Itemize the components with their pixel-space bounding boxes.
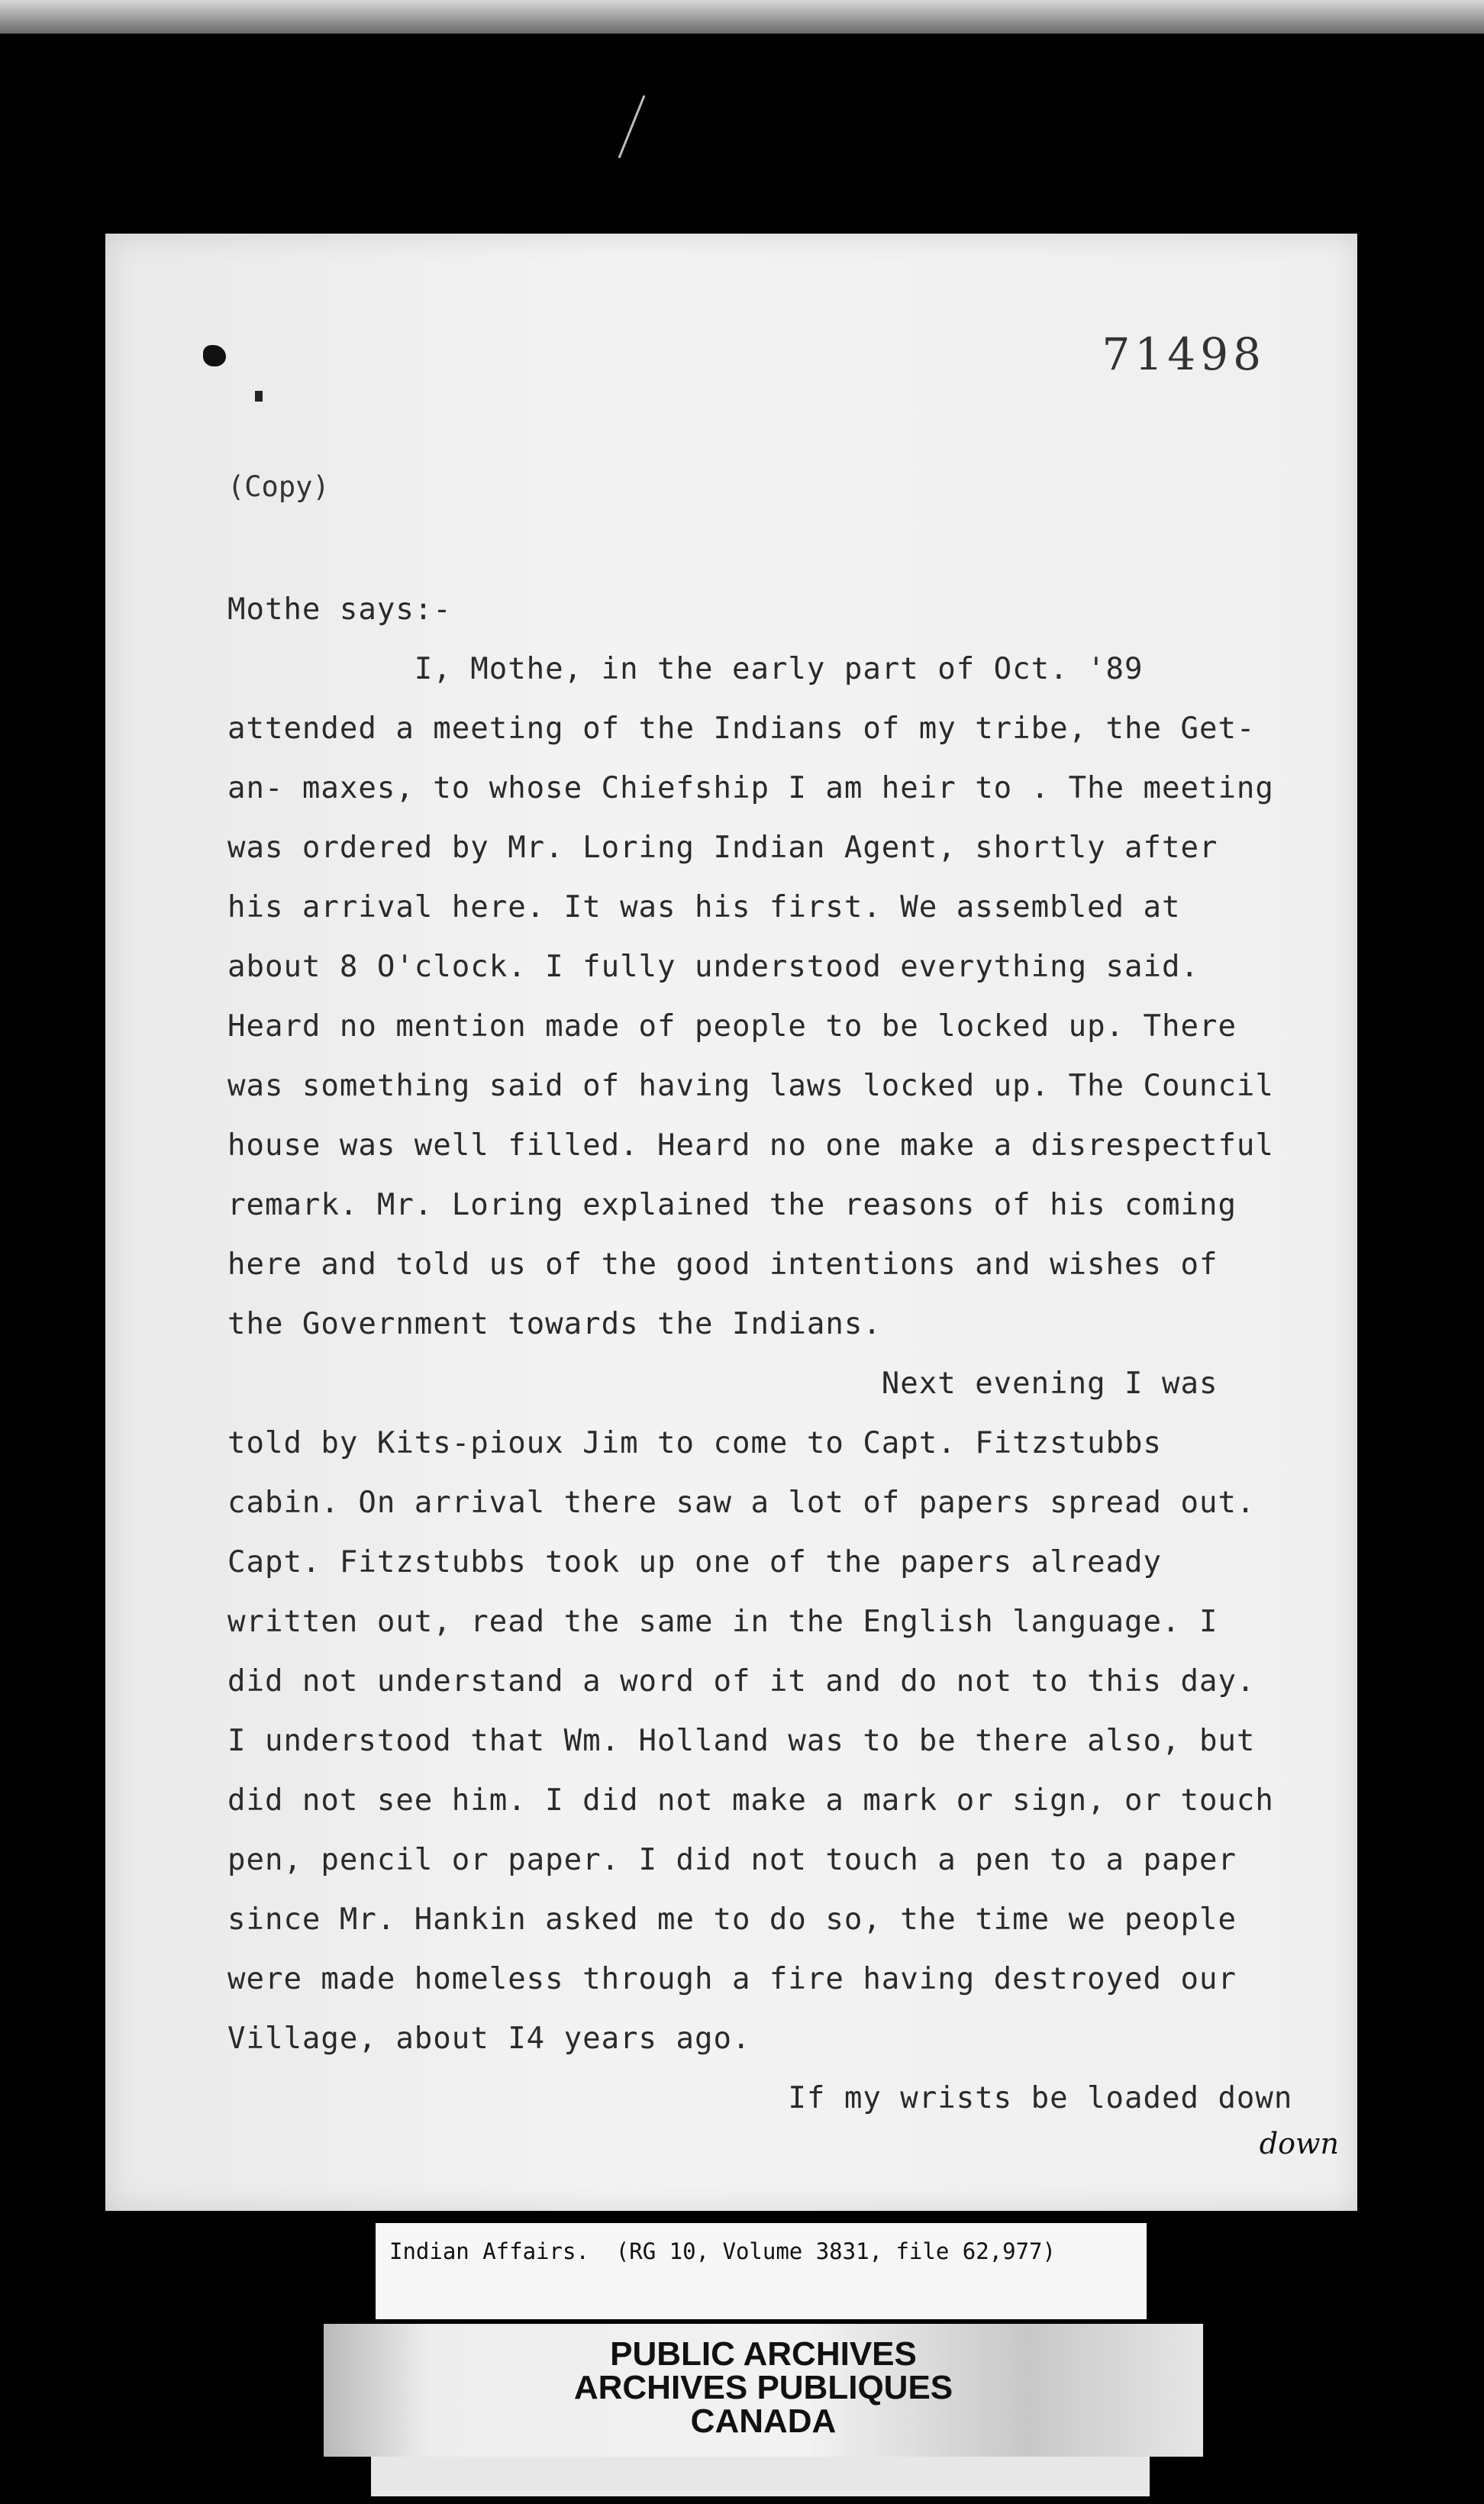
text-line: Next evening I was	[227, 1367, 1218, 1401]
ink-speck	[255, 391, 263, 402]
handwritten-catchword: down	[1259, 2127, 1339, 2160]
text-line: attended a meeting of the Indians of my tribe, the Get-	[227, 712, 1256, 746]
text-line: was something said of having laws locked up. The Council	[227, 1069, 1274, 1103]
text-line: remark. Mr. Loring explained the reasons of his coming	[227, 1188, 1237, 1222]
text-line: If my wrists be loaded down	[227, 2081, 1293, 2115]
stamp-line-3: CANADA	[690, 2402, 837, 2440]
text-line: about 8 O'clock. I fully understood everything said.	[227, 950, 1199, 984]
archive-reference-label	[376, 2223, 1147, 2319]
text-line: here and told us of the good intentions and wishes of	[227, 1247, 1218, 1282]
text-line: were made homeless through a fire having destroyed our	[227, 1962, 1237, 1996]
text-line: I understood that Wm. Holland was to be there also, but	[227, 1724, 1256, 1758]
document-page	[105, 234, 1357, 2211]
statement-body	[227, 580, 1342, 2128]
archives-stamp-text	[324, 2335, 1203, 2440]
text-line: told by Kits-pioux Jim to come to Capt. Fitzstubbs	[227, 1426, 1162, 1460]
text-line: since Mr. Hankin asked me to do so, the time we people	[227, 1902, 1237, 1937]
document-number: 71498	[1102, 328, 1266, 380]
text-line: written out, read the same in the English language. I	[227, 1605, 1218, 1639]
text-line: an- maxes, to whose Chiefship I am heir to . The meeting	[227, 771, 1274, 805]
text-line: house was well filled. Heard no one make a disrespectful	[227, 1128, 1274, 1163]
text-line: Village, about I4 years ago.	[227, 2022, 751, 2056]
text-line: was ordered by Mr. Loring Indian Agent, shortly after	[227, 831, 1218, 865]
text-line: did not understand a word of it and do not to this day.	[227, 1664, 1256, 1699]
copy-note: (Copy)	[227, 470, 330, 503]
ink-blot	[203, 345, 226, 366]
stamp-line-2: ARCHIVES PUBLIQUES	[573, 2369, 953, 2406]
text-line: cabin. On arrival there saw a lot of papers spread out.	[227, 1486, 1256, 1520]
archive-reference-text: Indian Affairs. (RG 10, Volume 3831, file 62,977)	[389, 2238, 1056, 2264]
text-line: his arrival here. It was his first. We assembled at	[227, 890, 1181, 924]
text-line: Capt. Fitzstubbs took up one of the papers already	[227, 1545, 1162, 1580]
text-line: pen, pencil or paper. I did not touch a pen to a paper	[227, 1843, 1237, 1877]
archives-stamp	[324, 2324, 1203, 2457]
text-line: Mothe says:-	[227, 592, 452, 627]
stamp-lower-strip	[371, 2457, 1150, 2496]
stamp-line-1: PUBLIC ARCHIVES	[610, 2335, 917, 2373]
text-line: the Government towards the Indians.	[227, 1307, 882, 1341]
text-line: Heard no mention made of people to be locked up. There	[227, 1009, 1237, 1044]
film-scratch	[618, 95, 646, 159]
text-line: did not see him. I did not make a mark or sign, or touch	[227, 1783, 1274, 1818]
film-top-band	[0, 0, 1484, 34]
text-line: I, Mothe, in the early part of Oct. '89	[227, 652, 1144, 686]
